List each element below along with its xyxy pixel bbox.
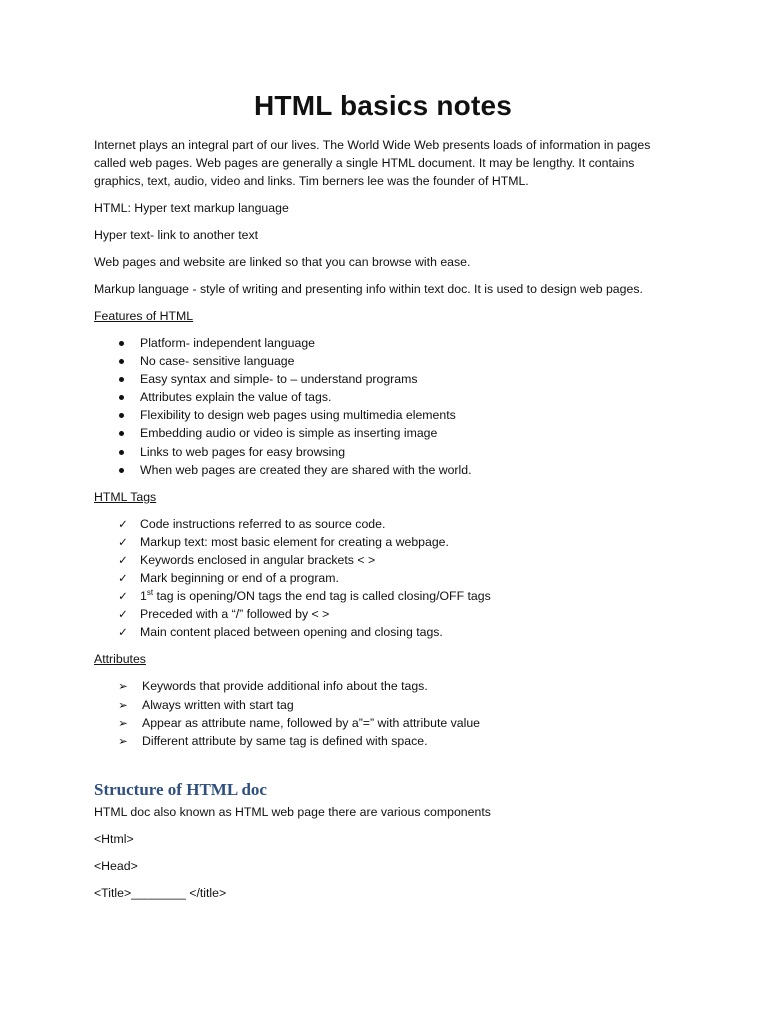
- list-item: Easy syntax and simple- to – understand programs: [94, 370, 672, 388]
- checkmark-icon: ✓: [118, 534, 128, 549]
- checkmark-icon: ✓: [118, 589, 128, 604]
- checkmark-icon: ✓: [118, 516, 128, 531]
- list-item: ✓ 1st tag is opening/ON tags the end tag is called closing/OFF tags: [94, 587, 672, 605]
- list-item: ✓ Mark beginning or end of a program.: [94, 569, 672, 587]
- code-line-head: <Head>: [94, 858, 138, 873]
- structure-description: HTML doc also known as HTML web page there are various components: [94, 804, 491, 819]
- html-tags-heading: HTML Tags: [94, 489, 157, 504]
- attributes-heading: Attributes: [94, 652, 146, 667]
- checkmark-icon: ✓: [118, 607, 128, 622]
- code-line-html: <Html>: [94, 831, 134, 846]
- list-item: ✓ Markup text: most basic element for creating a webpage.: [94, 533, 672, 551]
- list-item: No case- sensitive language: [94, 352, 672, 370]
- attributes-list: [94, 677, 672, 749]
- list-item: Links to web pages for easy browsing: [94, 443, 672, 461]
- markup-language-definition: Markup language - style of writing and presenting info within text doc. It is used to design web pages.: [94, 282, 643, 296]
- list-item: ✓ Code instructions referred to as source code.: [94, 515, 672, 533]
- list-item: Flexibility to design web pages using multimedia elements: [94, 406, 672, 424]
- bullet-icon: [119, 450, 124, 455]
- arrow-bullet-icon: ➢: [118, 715, 128, 730]
- list-item: Platform- independent language: [94, 334, 672, 352]
- list-item: ➢ Appear as attribute name, followed by a”=” with attribute value: [94, 714, 672, 732]
- checkmark-icon: ✓: [118, 552, 128, 567]
- list-item: ➢ Keywords that provide additional info about the tags.: [94, 677, 672, 695]
- bullet-icon: [119, 431, 124, 436]
- arrow-bullet-icon: ➢: [118, 697, 128, 712]
- checkmark-icon: ✓: [118, 625, 128, 640]
- list-item: ➢ Always written with start tag: [94, 696, 672, 714]
- features-list: [94, 334, 672, 479]
- bullet-icon: [119, 413, 124, 418]
- code-line-title: <Title>________ </title>: [94, 885, 227, 900]
- features-heading: Features of HTML: [94, 309, 194, 323]
- hypertext-definition: Hyper text- link to another text: [94, 228, 259, 242]
- checkmark-icon: ✓: [118, 571, 128, 586]
- list-item: ➢ Different attribute by same tag is defined with space.: [94, 732, 672, 750]
- structure-heading: Structure of HTML doc: [94, 779, 267, 799]
- html-tags-list: [94, 515, 672, 642]
- html-definition: HTML: Hyper text markup language: [94, 201, 289, 215]
- arrow-bullet-icon: ➢: [118, 733, 128, 748]
- list-item: ✓ Keywords enclosed in angular brackets < >: [94, 551, 672, 569]
- bullet-icon: [119, 468, 124, 473]
- web-pages-note: Web pages and website are linked so that you can browse with ease.: [94, 255, 471, 269]
- list-item: Attributes explain the value of tags.: [94, 388, 672, 406]
- arrow-bullet-icon: ➢: [118, 679, 128, 694]
- list-item: When web pages are created they are shared with the world.: [94, 461, 672, 479]
- bullet-icon: [119, 377, 124, 382]
- page-title: HTML basics notes: [253, 90, 513, 121]
- list-item: ✓ Main content placed between opening and closing tags.: [94, 623, 672, 641]
- list-item: ✓ Preceded with a “/” followed by < >: [94, 605, 672, 623]
- bullet-icon: [119, 359, 124, 364]
- intro-paragraph: Internet plays an integral part of our lives. The World Wide Web presents loads of information in pages called web pages. Web pages are generally a single HTML document. It may be lengthy. It contains graphics, text, audio, video and links. Tim berners lee was the founder of HTML.: [94, 138, 651, 188]
- list-item: Embedding audio or video is simple as inserting image: [94, 424, 672, 442]
- bullet-icon: [119, 395, 124, 400]
- bullet-icon: [119, 341, 124, 346]
